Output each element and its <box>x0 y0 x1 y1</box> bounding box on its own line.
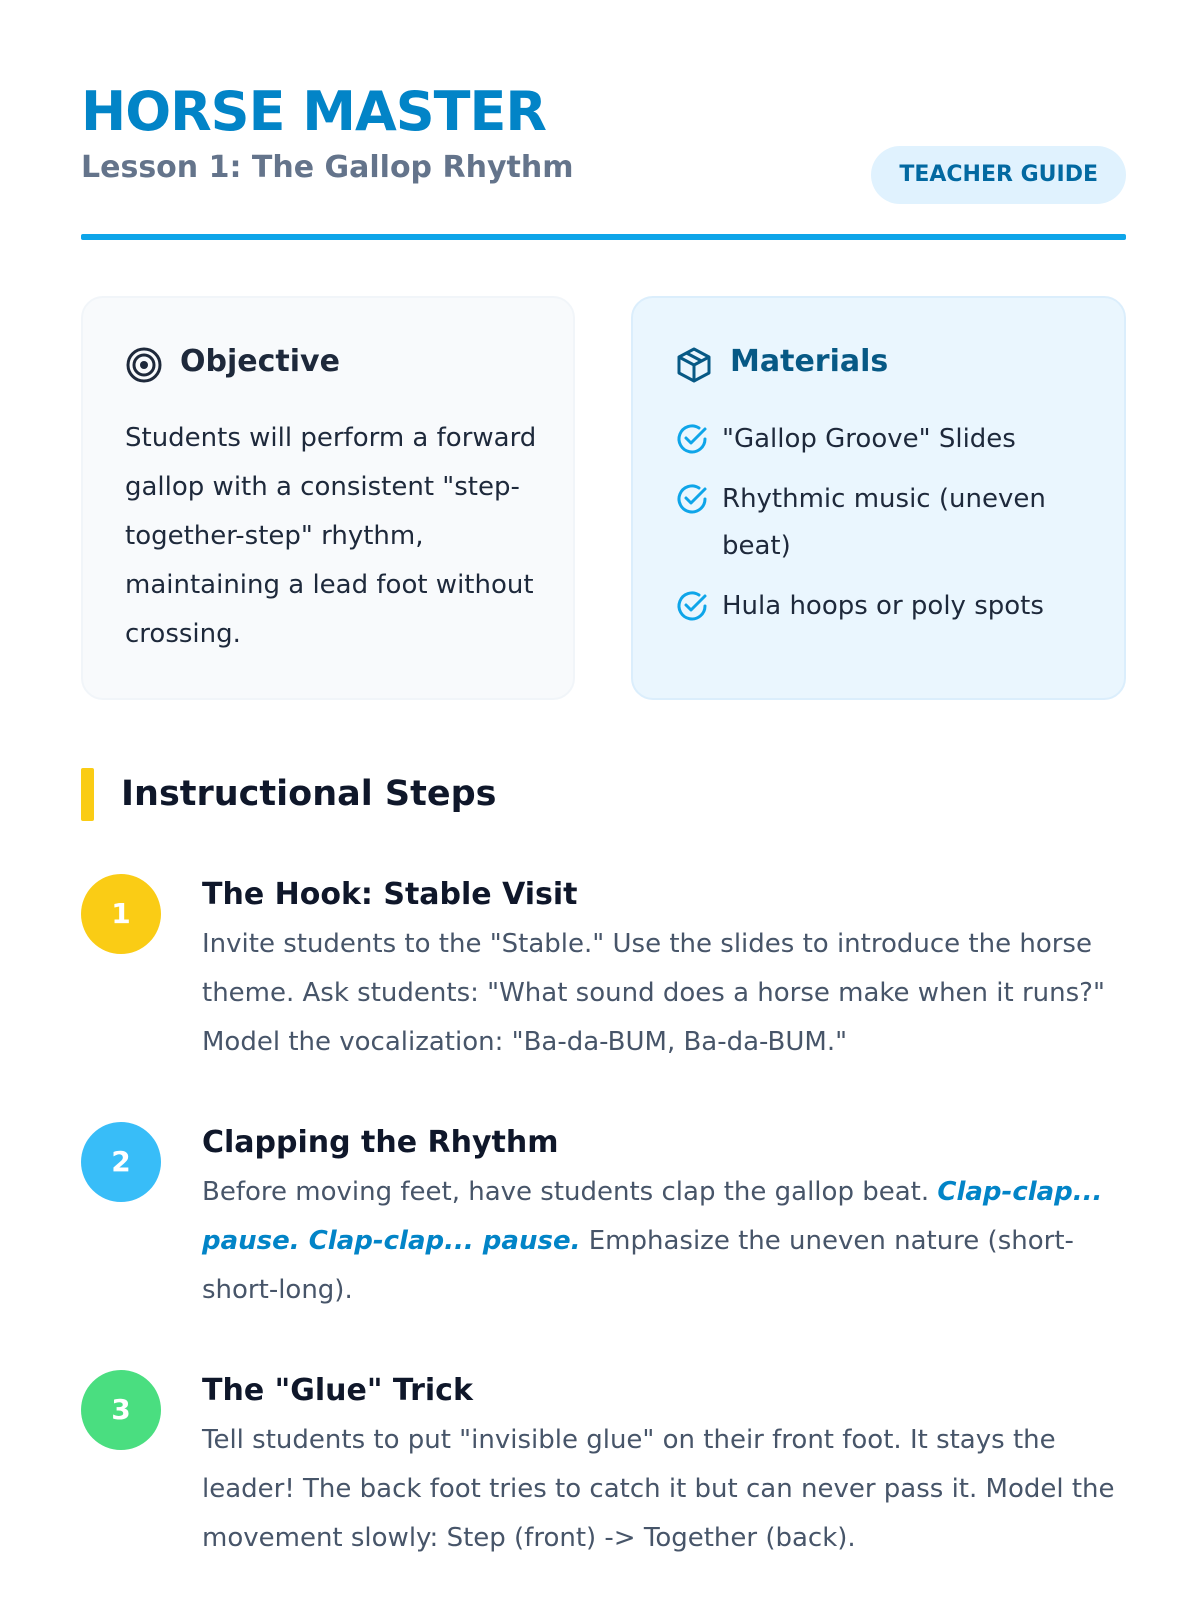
materials-card <box>631 296 1126 700</box>
section-title: Instructional Steps <box>121 774 497 814</box>
objective-text: Students will perform a forward gallop with a consistent "step-together-step" rhythm, maintaining a lead foot without crossing. <box>125 423 537 649</box>
lesson-page <box>81 0 1126 1600</box>
step-description: Tell students to put "invisible glue" on their front foot. It stays the leader! The back foot tries to catch it but can never pass it. Model the movement slowly: Step (front) -> Together (back). <box>202 1425 1115 1553</box>
step-title: The "Glue" Trick <box>202 1373 473 1408</box>
materials-item-label: "Gallop Groove" Slides <box>722 424 1016 454</box>
target-icon <box>125 346 163 384</box>
step-title: Clapping the Rhythm <box>202 1125 559 1160</box>
step-number-badge: 1 <box>81 874 161 954</box>
header-divider <box>81 234 1126 240</box>
materials-item <box>675 476 1095 570</box>
check-circle-icon <box>675 482 709 516</box>
materials-item <box>675 583 1095 630</box>
lesson-subtitle: Lesson 1: The Gallop Rhythm <box>81 150 574 185</box>
materials-item-label: Hula hoops or poly spots <box>722 591 1044 621</box>
step-emphasis-text: Clap-clap... pause. Clap-clap... pause. <box>202 1177 1103 1256</box>
objective-card <box>81 296 575 700</box>
page-title: HORSE MASTER <box>81 80 546 143</box>
box-icon <box>675 346 713 384</box>
materials-item-label: Rhythmic music (uneven beat) <box>722 484 1046 561</box>
step-description: Invite students to the "Stable." Use the slides to introduce the horse theme. Ask students: "What sound does a horse make when it runs?" Model the vocalization: "Ba-da-BUM, Ba-da-BUM." <box>202 929 1105 1057</box>
section-accent-bar <box>81 768 94 821</box>
step-text: Emphasize the uneven nature (short-short-long). <box>202 1226 1074 1305</box>
materials-title: Materials <box>730 344 889 379</box>
objective-title: Objective <box>180 344 340 379</box>
step-text: Before moving feet, have students clap the gallop beat. <box>202 1177 938 1207</box>
materials-item <box>675 416 1095 463</box>
step-number-badge: 2 <box>81 1122 161 1202</box>
step-number-badge: 3 <box>81 1370 161 1450</box>
materials-list <box>675 416 1095 643</box>
header <box>81 80 1126 242</box>
teacher-guide-badge: TEACHER GUIDE <box>871 146 1126 204</box>
check-circle-icon <box>675 422 709 456</box>
check-circle-icon <box>675 589 709 623</box>
step-description <box>202 1168 1117 1315</box>
step-title: The Hook: Stable Visit <box>202 877 578 912</box>
